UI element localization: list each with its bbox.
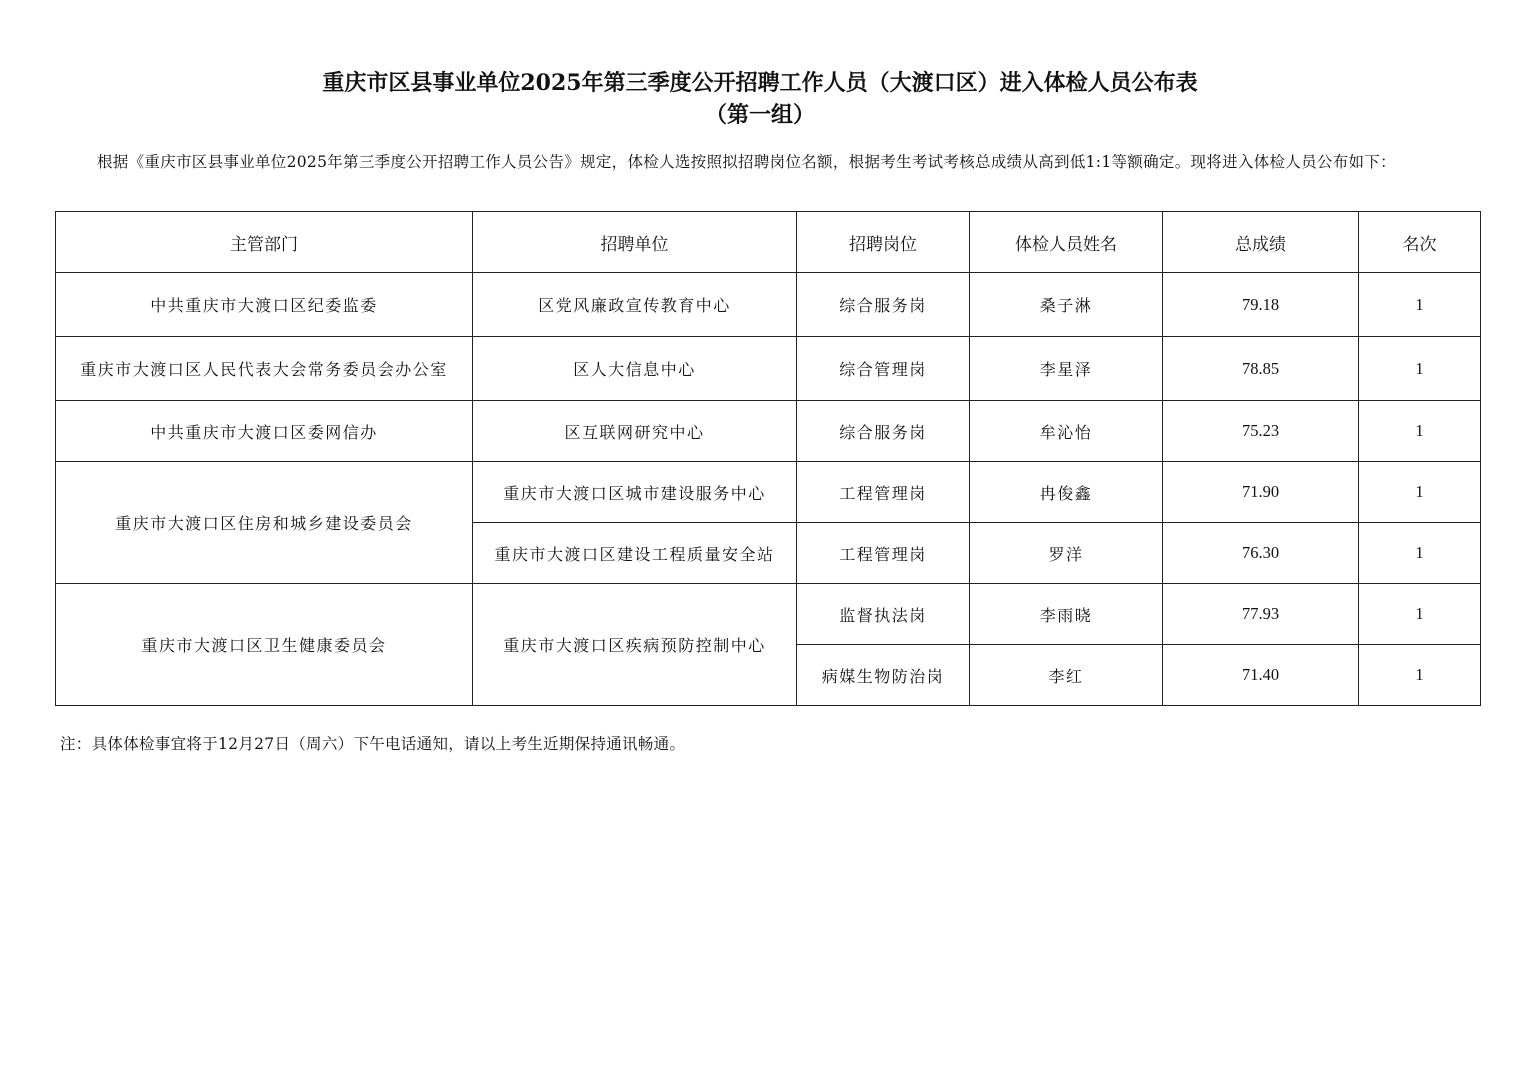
position-cell: 综合管理岗 xyxy=(797,337,970,401)
name-cell: 罗洋 xyxy=(970,523,1163,584)
position-cell: 工程管理岗 xyxy=(797,523,970,584)
footnote: 注：具体体检事宜将于12月27日（周六）下午电话通知，请以上考生近期保持通讯畅通。 xyxy=(60,735,686,753)
document-title: 重庆市区县事业单位2025年第三季度公开招聘工作人员（大渡口区）进入体检人员公布表 xyxy=(322,70,1198,96)
score-cell: 77.93 xyxy=(1163,584,1359,645)
score-cell: 79.18 xyxy=(1163,273,1359,337)
roster-table xyxy=(55,211,1481,706)
department-cell: 重庆市大渡口区住房和城乡建设委员会 xyxy=(56,462,473,584)
name-cell: 李星泽 xyxy=(970,337,1163,401)
position-cell: 病媒生物防治岗 xyxy=(797,645,970,706)
position-cell: 工程管理岗 xyxy=(797,462,970,523)
header-position: 招聘岗位 xyxy=(797,212,970,273)
rank-cell: 1 xyxy=(1359,584,1481,645)
score-cell: 75.23 xyxy=(1163,401,1359,462)
name-cell: 冉俊鑫 xyxy=(970,462,1163,523)
position-cell: 综合服务岗 xyxy=(797,273,970,337)
score-cell: 71.90 xyxy=(1163,462,1359,523)
unit-cell: 区党风廉政宣传教育中心 xyxy=(473,273,797,337)
department-cell: 重庆市大渡口区人民代表大会常务委员会办公室 xyxy=(56,337,473,401)
department-cell: 中共重庆市大渡口区委网信办 xyxy=(56,401,473,462)
header-unit: 招聘单位 xyxy=(473,212,797,273)
rank-cell: 1 xyxy=(1359,645,1481,706)
position-cell: 监督执法岗 xyxy=(797,584,970,645)
department-cell: 重庆市大渡口区卫生健康委员会 xyxy=(56,584,473,706)
header-rank: 名次 xyxy=(1359,212,1481,273)
rank-cell: 1 xyxy=(1359,337,1481,401)
rank-cell: 1 xyxy=(1359,401,1481,462)
table-row xyxy=(56,462,1481,523)
table-row xyxy=(56,337,1481,401)
rank-cell: 1 xyxy=(1359,462,1481,523)
unit-cell: 重庆市大渡口区疾病预防控制中心 xyxy=(473,584,797,706)
position-cell: 综合服务岗 xyxy=(797,401,970,462)
name-cell: 牟沁怡 xyxy=(970,401,1163,462)
table-row xyxy=(56,584,1481,645)
unit-cell: 重庆市大渡口区城市建设服务中心 xyxy=(473,462,797,523)
table-row xyxy=(56,273,1481,337)
table-header-row xyxy=(56,212,1481,273)
name-cell: 桑子淋 xyxy=(970,273,1163,337)
intro-paragraph: 根据《重庆市区县事业单位2025年第三季度公开招聘工作人员公告》规定，体检人选按照拟招聘岗位名额，根据考生考试考核总成绩从高到低1:1等额确定。现将进入体检人员公布如下： xyxy=(97,153,1396,171)
score-cell: 78.85 xyxy=(1163,337,1359,401)
name-cell: 李红 xyxy=(970,645,1163,706)
header-department: 主管部门 xyxy=(56,212,473,273)
score-cell: 76.30 xyxy=(1163,523,1359,584)
unit-cell: 重庆市大渡口区建设工程质量安全站 xyxy=(473,523,797,584)
rank-cell: 1 xyxy=(1359,523,1481,584)
score-cell: 71.40 xyxy=(1163,645,1359,706)
document-subtitle: （第一组） xyxy=(704,102,815,128)
header-score: 总成绩 xyxy=(1163,212,1359,273)
header-name: 体检人员姓名 xyxy=(970,212,1163,273)
table-row xyxy=(56,401,1481,462)
unit-cell: 区互联网研究中心 xyxy=(473,401,797,462)
name-cell: 李雨晓 xyxy=(970,584,1163,645)
department-cell: 中共重庆市大渡口区纪委监委 xyxy=(56,273,473,337)
unit-cell: 区人大信息中心 xyxy=(473,337,797,401)
rank-cell: 1 xyxy=(1359,273,1481,337)
